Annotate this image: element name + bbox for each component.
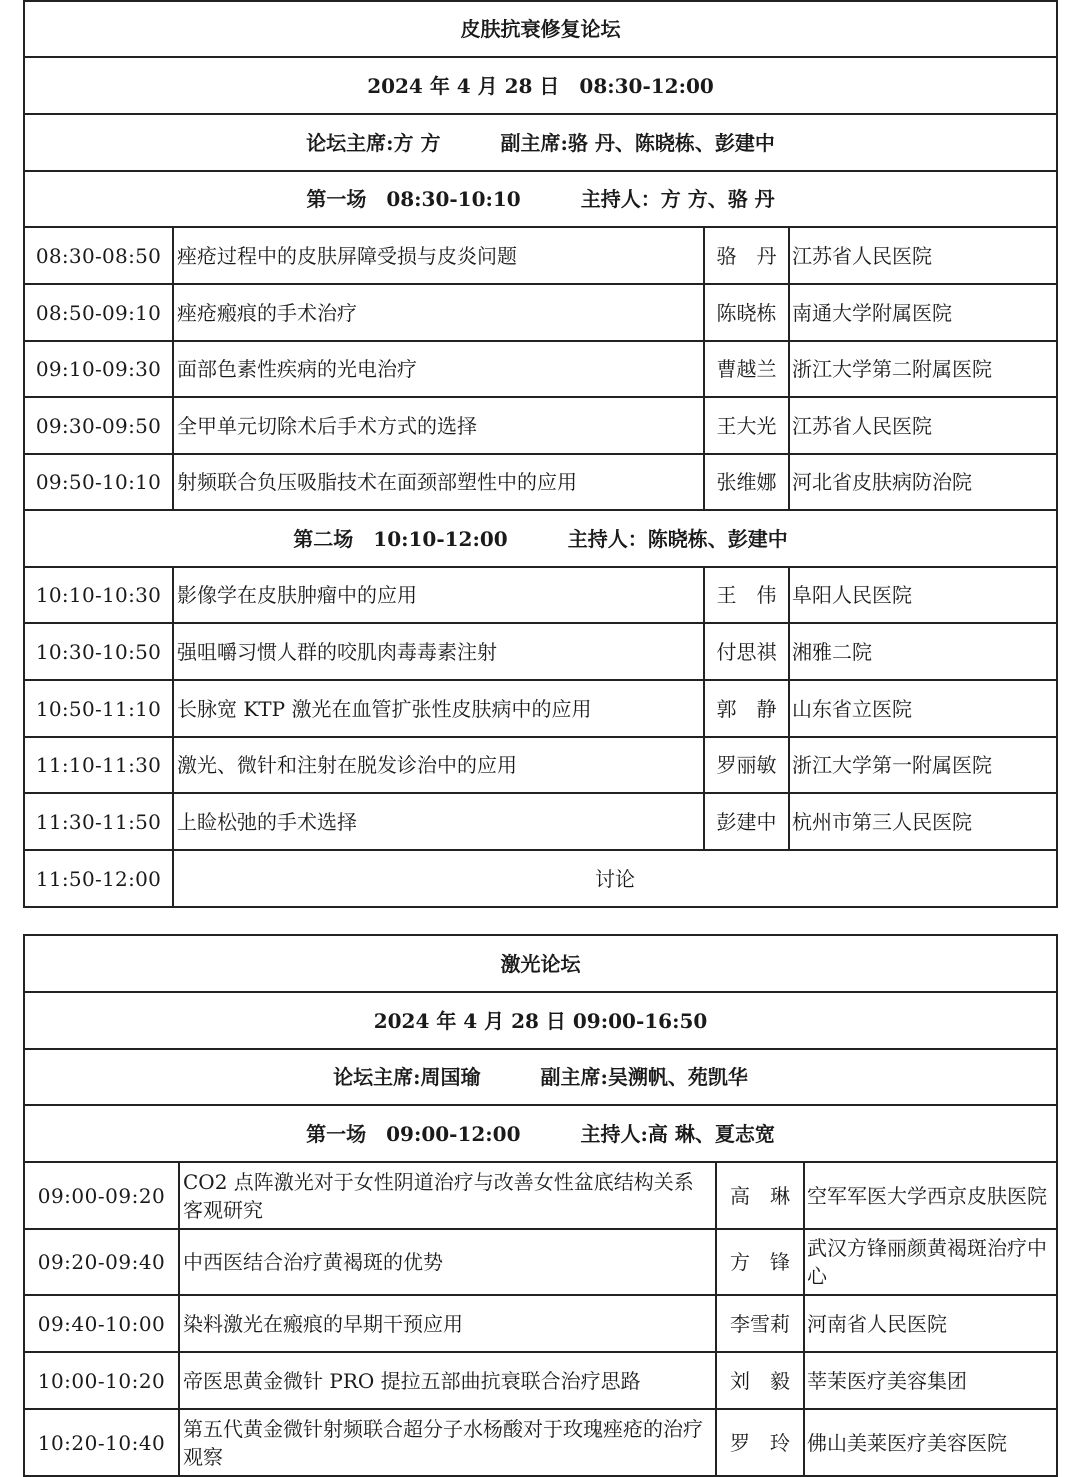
schedule-row xyxy=(24,397,1057,454)
hospital-cell: 山东省立医院 xyxy=(789,680,1057,737)
topic-cell: 强咀嚼习惯人群的咬肌肉毒毒素注射 xyxy=(173,623,704,680)
topic-cell: 中西医结合治疗黄褐斑的优势 xyxy=(179,1229,716,1295)
time-cell: 09:20-09:40 xyxy=(24,1229,179,1295)
topic-cell: 面部色素性疾病的光电治疗 xyxy=(173,341,704,397)
speaker-cell: 郭 静 xyxy=(704,680,789,737)
schedule-row xyxy=(24,1409,1057,1476)
speaker-cell: 刘 毅 xyxy=(716,1352,804,1409)
time-cell: 08:30-08:50 xyxy=(24,227,173,284)
forum2-schedule-table xyxy=(23,934,1058,1477)
hospital-cell: 南通大学附属医院 xyxy=(789,284,1057,341)
schedule-row xyxy=(24,1162,1057,1229)
speaker-cell: 彭建中 xyxy=(704,793,789,850)
hospital-cell: 江苏省人民医院 xyxy=(789,397,1057,454)
schedule-row xyxy=(24,680,1057,737)
hospital-cell: 河南省人民医院 xyxy=(804,1295,1057,1352)
topic-cell: 激光、微针和注射在脱发诊治中的应用 xyxy=(173,737,704,793)
schedule-row xyxy=(24,341,1057,397)
speaker-cell: 骆 丹 xyxy=(704,227,789,284)
forum1-session2-header xyxy=(24,510,1057,567)
schedule-row xyxy=(24,227,1057,284)
hospital-cell: 河北省皮肤病防治院 xyxy=(789,454,1057,510)
forum2-vice-chair: 副主席:吴溯帆、苑凯华 xyxy=(540,1065,748,1089)
speaker-cell: 张维娜 xyxy=(704,454,789,510)
forum1-session1-rows xyxy=(24,227,1057,510)
topic-cell: 帝医思黄金微针 PRO 提拉五部曲抗衰联合治疗思路 xyxy=(179,1352,716,1409)
discussion-label: 讨论 xyxy=(173,850,1057,907)
forum1-chair: 论坛主席:方 方 xyxy=(306,130,441,155)
speaker-cell: 罗丽敏 xyxy=(704,737,789,793)
time-cell: 11:30-11:50 xyxy=(24,793,173,850)
forum1-session1-header xyxy=(24,171,1057,227)
topic-cell: 痤疮过程中的皮肤屏障受损与皮炎问题 xyxy=(173,227,704,284)
hospital-cell: 江苏省人民医院 xyxy=(789,227,1057,284)
forum1-vice-chair: 副主席:骆 丹、陈晓栋、彭建中 xyxy=(500,130,775,155)
topic-cell: 第五代黄金微针射频联合超分子水杨酸对于玫瑰痤疮的治疗观察 xyxy=(179,1409,716,1476)
topic-cell: 痤疮瘢痕的手术治疗 xyxy=(173,284,704,341)
time-cell: 09:30-09:50 xyxy=(24,397,173,454)
speaker-cell: 陈晓栋 xyxy=(704,284,789,341)
hospital-cell: 武汉方锋丽颜黄褐斑治疗中心 xyxy=(804,1229,1057,1295)
time-cell: 09:00-09:20 xyxy=(24,1162,179,1229)
time-cell: 10:10-10:30 xyxy=(24,567,173,623)
time-cell: 10:00-10:20 xyxy=(24,1352,179,1409)
forum2-chairs xyxy=(24,1049,1057,1105)
time-cell: 11:10-11:30 xyxy=(24,737,173,793)
hospital-cell: 杭州市第三人民医院 xyxy=(789,793,1057,850)
hospital-cell: 湘雅二院 xyxy=(789,623,1057,680)
forum1-session2-title: 第二场 10:10-12:00 xyxy=(293,526,508,551)
forum1-session1-host: 主持人：方 方、骆 丹 xyxy=(580,187,775,211)
forum2-date-time: 2024 年 4 月 28 日 09:00-16:50 xyxy=(24,992,1057,1049)
time-cell: 09:10-09:30 xyxy=(24,341,173,397)
time-cell: 09:40-10:00 xyxy=(24,1295,179,1352)
schedule-row xyxy=(24,454,1057,510)
forum1-session2-rows xyxy=(24,567,1057,850)
forum1-session2-host: 主持人：陈晓栋、彭建中 xyxy=(567,526,788,551)
time-cell: 10:20-10:40 xyxy=(24,1409,179,1476)
forum1-discussion-row xyxy=(24,850,1057,907)
forum2-title: 激光论坛 xyxy=(24,935,1057,992)
hospital-cell: 浙江大学第二附属医院 xyxy=(789,341,1057,397)
speaker-cell: 方 锋 xyxy=(716,1229,804,1295)
forum1-date-time: 2024 年 4 月 28 日 08:30-12:00 xyxy=(24,57,1057,114)
schedule-row xyxy=(24,284,1057,341)
speaker-cell: 王大光 xyxy=(704,397,789,454)
hospital-cell: 佛山美莱医疗美容医院 xyxy=(804,1409,1057,1476)
topic-cell: 长脉宽 KTP 激光在血管扩张性皮肤病中的应用 xyxy=(173,680,704,737)
topic-cell: 全甲单元切除术后手术方式的选择 xyxy=(173,397,704,454)
speaker-cell: 付思祺 xyxy=(704,623,789,680)
hospital-cell: 浙江大学第一附属医院 xyxy=(789,737,1057,793)
forum2-session1-header xyxy=(24,1105,1057,1162)
forum2-session1-title: 第一场 09:00-12:00 xyxy=(306,1121,521,1146)
schedule-row xyxy=(24,793,1057,850)
schedule-row xyxy=(24,1352,1057,1409)
speaker-cell: 李雪莉 xyxy=(716,1295,804,1352)
speaker-cell: 罗 玲 xyxy=(716,1409,804,1476)
topic-cell: 染料激光在瘢痕的早期干预应用 xyxy=(179,1295,716,1352)
forum2-session1-rows xyxy=(24,1162,1057,1476)
hospital-cell: 莘茉医疗美容集团 xyxy=(804,1352,1057,1409)
forum2-chair: 论坛主席:周国瑜 xyxy=(333,1065,481,1089)
hospital-cell: 阜阳人民医院 xyxy=(789,567,1057,623)
hospital-cell: 空军军医大学西京皮肤医院 xyxy=(804,1162,1057,1229)
topic-cell: 上睑松弛的手术选择 xyxy=(173,793,704,850)
forum1-schedule-table xyxy=(23,0,1058,908)
speaker-cell: 曹越兰 xyxy=(704,341,789,397)
time-cell: 08:50-09:10 xyxy=(24,284,173,341)
topic-cell: 影像学在皮肤肿瘤中的应用 xyxy=(173,567,704,623)
forum1-chairs xyxy=(24,114,1057,171)
schedule-row xyxy=(24,1295,1057,1352)
speaker-cell: 王 伟 xyxy=(704,567,789,623)
speaker-cell: 高 琳 xyxy=(716,1162,804,1229)
schedule-row xyxy=(24,737,1057,793)
topic-cell: 射频联合负压吸脂技术在面颈部塑性中的应用 xyxy=(173,454,704,510)
schedule-row xyxy=(24,567,1057,623)
forum1-title: 皮肤抗衰修复论坛 xyxy=(24,1,1057,57)
schedule-row xyxy=(24,1229,1057,1295)
forum1-session1-title: 第一场 08:30-10:10 xyxy=(306,187,521,211)
schedule-row xyxy=(24,623,1057,680)
time-cell: 10:30-10:50 xyxy=(24,623,173,680)
topic-cell: CO2 点阵激光对于女性阴道治疗与改善女性盆底结构关系客观研究 xyxy=(179,1162,716,1229)
time-cell: 10:50-11:10 xyxy=(24,680,173,737)
time-cell: 09:50-10:10 xyxy=(24,454,173,510)
forum2-session1-host: 主持人:高 琳、夏志宽 xyxy=(580,1121,775,1146)
discussion-time: 11:50-12:00 xyxy=(24,850,173,907)
